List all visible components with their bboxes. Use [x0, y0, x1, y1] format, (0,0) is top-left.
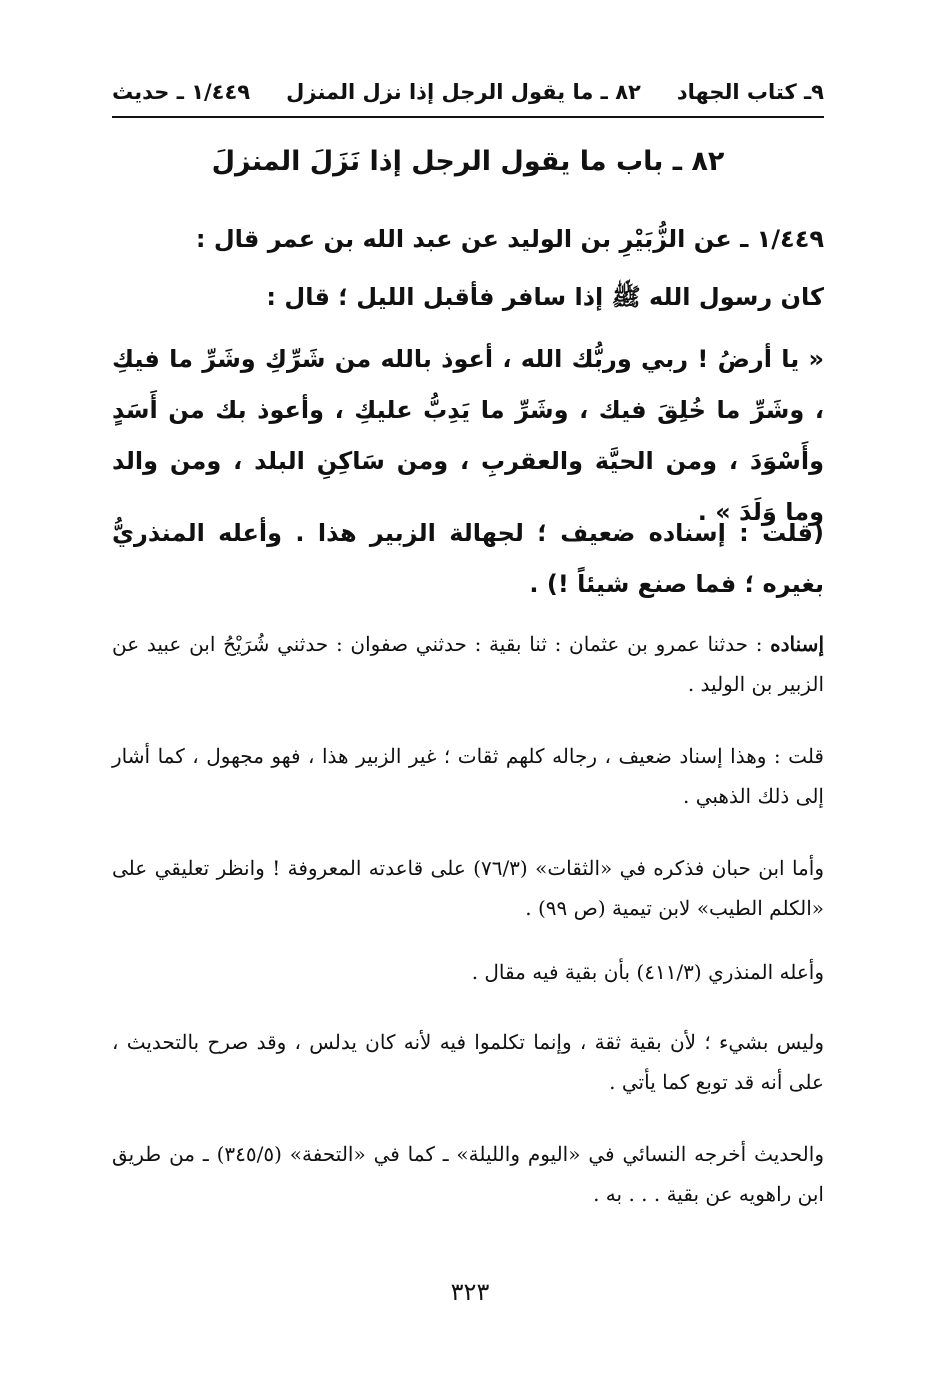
- commentary-paragraph-3: وأعله المنذري (٤١١/٣) بأن بقية فيه مقال .: [471, 960, 824, 984]
- page-number: ٣٢٣: [450, 1278, 490, 1306]
- hadith-isnad-line: ١/٤٤٩ ـ عن الزُّبَيْرِ بن الوليد عن عبد الله بن عمر قال :: [195, 225, 824, 253]
- isnad-text: : حدثنا عمرو بن عثمان : ثنا بقية : حدثني صفوان : حدثني شُرَيْحُ ابن عبيد عن الزبير بن الوليد .: [112, 632, 824, 696]
- isnad-label: إسناده: [770, 632, 824, 656]
- commentary-paragraph-5: والحديث أخرجه النسائي في «اليوم والليلة» ـ كما في «التحفة» (٣٤٥/٥) ـ من طريق ابن راهويه عن بقية . . . به .: [112, 1142, 824, 1206]
- header-chapter-title: ٨٢ ـ ما يقول الرجل إذا نزل المنزل: [286, 80, 641, 104]
- chapter-title: ٨٢ ـ باب ما يقول الرجل إذا نَزَلَ المنزلَ: [211, 146, 725, 177]
- commentary-paragraph-1: قلت : وهذا إسناد ضعيف ، رجاله كلهم ثقات ؛ غير الزبير هذا ، فهو مجهول ، كما أشار إلى ذلك الذهبي .: [112, 744, 824, 808]
- commentary-paragraph-4: وليس بشيء ؛ لأن بقية ثقة ، وإنما تكلموا فيه لأنه كان يدلس ، وقد صرح بالتحديث ، على أنه قد توبع كما يأتي .: [112, 1030, 824, 1094]
- grading-note: (قلت : إسناده ضعيف ؛ لجهالة الزبير هذا . وأعله المنذريُّ بغيره ؛ فما صنع شيئاً !) .: [112, 519, 824, 598]
- header-book-title: ٩ـ كتاب الجهاد: [676, 80, 824, 104]
- running-header: [112, 72, 824, 112]
- isnad-paragraph: [112, 624, 824, 704]
- header-divider: [112, 116, 824, 118]
- header-hadith-number: ١/٤٤٩ ـ حديث: [112, 80, 251, 104]
- commentary-paragraph-2: وأما ابن حبان فذكره في «الثقات» (٧٦/٣) على قاعدته المعروفة ! وانظر تعليقي على «الكلم الطيب» لابن تيمية (ص ٩٩) .: [112, 856, 824, 920]
- hadith-intro-line: كان رسول الله ﷺ إذا سافر فأقبل الليل ؛ قال :: [266, 283, 824, 311]
- hadith-text: « يا أرضُ ! ربي وربُّك الله ، أعوذ بالله من شَرِّكِ وشَرِّ ما فيكِ ، وشَرِّ ما خُلِقَ فيك ، وشَرِّ ما يَدِبُّ عليكِ ، وأعوذ بك من أَسَدٍ وأَسْوَدَ ، ومن الحيَّة والعقربِ ، ومن سَاكِنِ البلد ، ومن والد وما وَلَدَ » .: [112, 345, 824, 526]
